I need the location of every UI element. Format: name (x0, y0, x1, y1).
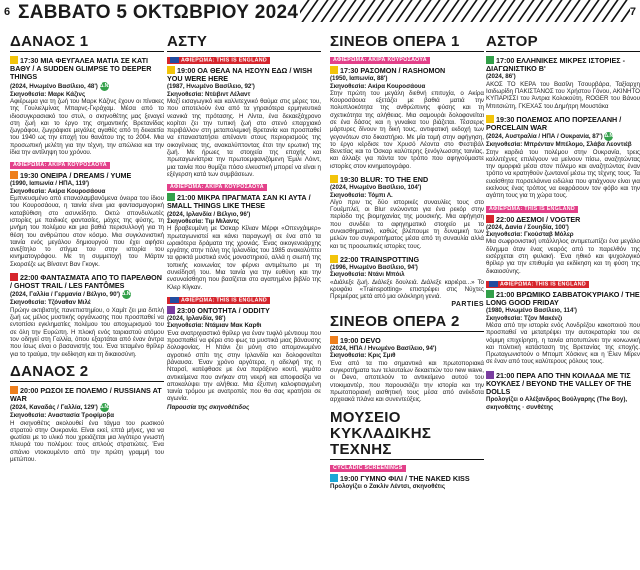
uk-flag-icon (170, 297, 179, 303)
premiere-badge: Δ.Ν. (604, 133, 615, 140)
page-number-right: 7 (629, 6, 636, 18)
tribute-tag: ΑΦΙΕΡΩΜΑ: ΑΚΙΡΑ ΚΟΥΡΟΣΑΟΥΑ (167, 184, 267, 191)
director: Ακίρα Κουροσάουα (47, 187, 106, 195)
director: Κρις Σμιθ (368, 352, 396, 360)
director: Ντέιβιντ Λέλαντ (205, 90, 251, 98)
film-description: «Διάλεξε ζωή. Διάλεξε δουλειά. Διάλεξε καριέρα...» Το κρυφάκι «Trainspotting» επιστρέφει στις Νύχτες Πρεμιέρας μετά από μια ολόκληρη γενιά. (330, 278, 484, 301)
film-description: Πρώην ακτιβιστής πανεπιστημίου, ο Χαμίτ ζει μια διπλή ζωή ως μέλος μυστικής οργάνωσης που προσπαθεί να εντοπίσει εγκληματίες πολέμου του αποχωρισμού του σε όλη την Ευρώπη. Η πλοκή ενός ταιριαστού ατόμου τον οδηγεί στη Γαλλία, όπου εξαρτάται από έναν άντρα που ίσως είναι ο βασανιστής του. Ένα τεταμένο θρίλερ για το τραύμα, την εκδίκηση και τη δικαιοσύνη. (10, 306, 164, 358)
section-square-icon (10, 56, 18, 64)
film-entry[interactable]: ΑΦΙΕΡΩΜΑ: THIS IS ENGLAND 23:00 ΟΝΤΟΤΗΤΑ / ODDITY (2024, Ιρλανδία, 98') Σκηνοθεσία: Ντάμιαν Μακ Καρθι Ένα ανατριχιαστικό θρίλερ για έναν τυφλό μέντιουμ που προσπαθεί να φέρει στο φως τα μυστικά μιας βάναυσης δολοφονίας. Η Ντάνι ζει μόνη στο απομονωμένο αγροτικό σπίτι της στην Ιρλανδία και δολοφονείται βάναυσα. Έναν χρόνο αργότερα, η αδελφή της η Νταρσί, κατέφθασε με ένα παράξενο κουτί, γεμάτο αντικείμενα που ανήκαν στη νεκρή και αποφασίζει να αποκαλύψει την αλήθεια. Μια έξυπνη καλοφτιαγμένη ταινία τρόμου με ανατροπές που θα σας κρατήσει σε αγωνία. Παρουσία της σκηνοθέτιδος (167, 296, 321, 411)
decorative-stripes (300, 0, 630, 24)
tribute-tag: ΑΦΙΕΡΩΜΑ: THIS IS ENGLAND (181, 57, 267, 63)
tribute-tag: ΑΦΙΕΡΩΜΑ: THIS IS ENGLAND (181, 296, 267, 303)
column-danaos (10, 34, 164, 564)
section-square-icon (486, 56, 494, 64)
film-entry[interactable]: ΑΦΙΕΡΩΜΑ: ΑΚΙΡΑ ΚΟΥΡΟΣΑΟΥΑ 19:30 ΟΝΕΙΡΑ / DREAMS / ΥUME (1990, Ιαπωνία / ΗΠΑ, 119') Σκηνοθεσία: Ακίρα Κουροσάουα Εμπνευσμένο από επαναλαμβανόμενα όνειρα του ίδιου του Κουροσάουα, η ταινία είναι μια φαντασμαγορική καταβύθιση στο ασυνείδητο. Οκτώ σπονδυλωτές ιστορίες με παιδικές φαντασίες, μάχες της φύσης, τη μνήμη του πολέμου και μια βαθιά περισυλλογή για τη θέση του ανθρώπου στον κόσμο. Μια συγκλονιστική ταινία ενός μεγάλου δημιουργού που έχει αφήσει ανεξίτηλο το στίγμα του στην ιστορία του κινηματογράφου. Με τη συμμετοχή του Μάρτιν Σκορσέζε ως Βίνσεντ Βαν Γκογκ. (10, 162, 164, 268)
venue-heading: ΣΙΝΕΟΒ ΟΠΕΡΑ 1 (330, 34, 484, 52)
film-title[interactable]: ΟΑ ΘΕΛΑ ΝΑ ΗΣΟΥΝ ΕΔΩ / WISH YOU WERE HERE (167, 66, 313, 84)
film-entry[interactable]: ΑΦΙΕΡΩΜΑ: ΑΚΙΡΑ ΚΟΥΡΟΣΑΟΥΑ 21:00 ΜΙΚΡΑ ΠΡΑΓΜΑΤΑ ΣΑΝ ΚΙ ΑΥΤΑ / SMALL THINGS LIKE THESE (2024, Ιρλανδία / Βέλγιο, 96') Σκηνοθεσία: Τιμ Μιλαντς Η βραβευμένη με Όσκαρ Κίλιαν Μέρφι «Οπενχάιμερ» πρωταγωνιστεί και κάνει παραγωγή σε ένα από τα ωραιότερα δράματα της χρονιάς. Ένας οικογενειάρχης εργάτης στην πόλη της Ιρλανδίας του 1985 ανακαλύπτει τα φρικτά μυστικά ενός μοναστηριού, αλλά η σιωπή της τοπικής κοινωνίας τον φέρνει αντιμέτωπο με τη συνείδησή του. Μια ταινία για την ευθύνη και την ενσυναίσθηση που βασίζεται στο αγαπημένο βιβλίο της Κλερ Κίγκαν. (167, 184, 321, 291)
director: Αναστασία Τροφίμοβα (47, 412, 115, 420)
film-title[interactable]: ΕΛΛΗΝΙΚΕΣ ΜΙΚΡΕΣ ΙΣΤΟΡΙΕΣ - ΔΙΑΓΩΝΙΣΤΙΚΟ Β' (486, 56, 625, 74)
film-description: Η βραβευμένη με Όσκαρ Κίλιαν Μέρφι «Οπενχάιμερ» πρωταγωνιστεί και κάνει παραγωγή σε ένα από τα ωραιότερα δράματα της χρονιάς. Ένας οικογενειάρχης εργάτης στην πόλη της Ιρλανδίας του 1985 ανακαλύπτει τα φρικτά μυστικά ενός μοναστηριού, αλλά η σιωπή της τοπικής κοινωνίας τον φέρνει αντιμέτωπο με τη συνείδησή του. Μια ταινία για την ευθύνη και την ενσυναίσθηση που βασίζεται στο αγαπημένο βιβλίο της Κλερ Κίγκαν. (167, 225, 321, 291)
director: Τζον Μακένζι (524, 314, 563, 322)
film-title[interactable]: ΟΝΤΟΤΗΤΑ / ODDITY (197, 305, 270, 315)
film-title[interactable]: ΡΩΣΟΙ ΣΕ ΠΟΛΕΜΟ / RUSSIANS AT WAR (10, 385, 162, 404)
director: Ακίρα Κουροσάουα (367, 82, 426, 90)
page-header (0, 0, 640, 26)
column-cineplex-opera (330, 34, 484, 564)
film-entry[interactable]: 20:00 ΡΩΣΟΙ ΣΕ ΠΟΛΕΜΟ / RUSSIANS AT WAR (2024, Καναδάς / Γαλλία, 129') Δ.Ν. Σκηνοθεσία: Αναστασία Τροφίμοβα Η σκηνοθέτις ακολουθεί ένα τάγμα του ρωσικού στρατού στην Ουκρανία. Είναι εκεί, επτά μήνες, για να φωτίσει με το υλικό που χρειάζεται μια λιγότερο γνωστή πλευρά του πολέμου: τους απλούς στρατιώτες. Ένα σπάνιο ντοκουμέντο από την πρώτη γραμμή του μετώπου. (10, 385, 164, 464)
film-entry[interactable]: 21:00 ΠΕΡΑ ΑΠΟ ΤΗΝ ΚΟΙΛΑΔΑ ΜΕ ΤΙΣ ΚΟΥΚΛΕΣ / BEYOND THE VALLEY OF THE DOLLS Προλογίζει ο Αλέξανδρος Βούλγαρης (The Boy), σκηνοθέτης · συνθέτης (486, 370, 632, 411)
director: Ντάμιαν Μακ Καρθι (205, 322, 262, 330)
film-entry[interactable]: 22:00 ΦΑΝΤΑΣΜΑΤΑ ΑΠΟ ΤΟ ΠΑΡΕΛΘΟΝ / GHOST TRAIL / LES FANTÔMES (2024, Γαλλία / Γερμανία / Βέλγιο, 90') Δ.Ν. Σκηνοθεσία: Τζόναθαν Μιλέ Πρώην ακτιβιστής πανεπιστημίου, ο Χαμίτ ζει μια διπλή ζωή ως μέλος μυστικής οργάνωσης που προσπαθεί να εντοπίσει εγκληματίες πολέμου του αποχωρισμού του σε όλη την Ευρώπη. Η πλοκή ενός ταιριαστού ατόμου τον οδηγεί στη Γαλλία, όπου εξαρτάται από έναν άντρα που ίσως είναι ο βασανιστής του. Ένα τεταμένο θρίλερ για το τραύμα, την εκδίκηση και τη δικαιοσύνη. (10, 273, 164, 358)
parties-logo: PARTIES (451, 300, 484, 308)
section-square-icon (330, 66, 338, 74)
uk-flag-icon (170, 57, 179, 63)
film-title[interactable]: BLUR: TO THE END (360, 175, 429, 185)
film-title[interactable]: DEVO (360, 335, 381, 345)
section-square-icon (10, 273, 18, 281)
film-entry[interactable]: 19:30 BLUR: TO THE END (2024, Ηνωμένο Βασίλειο, 104') Σκηνοθεσία: Τόμπι Λ. Λίγο πριν τις δύο ιστορικές συναυλίες τους στο Γουέμπλεϊ, οι Blur ενώνονται για ένα ρεκόρ στην περίοδο της βιομηχανίας της μουσικής. Μια αφήγηση που συνδέει το αφηγηματικό στοιχείο με το συναισθηματικό, καθώς βλέπουμε τη δυναμική των μελών του συγκροτήματος μέσα από τη συναυλία αλλά και τις προσωπικές ιστορίες τους. (330, 175, 484, 250)
section-square-icon (10, 386, 18, 394)
film-entry[interactable]: 22:00 TRAINSPOTTING (1996, Ηνωμένο Βασίλειο, 94') Σκηνοθεσία: Ντάνι Μπόιλ «Διάλεξε ζωή. Διάλεξε δουλειά. Διάλεξε καριέρα...» Το κρυφάκι «Trainspotting» επιστρέφει στις Νύχτες Πρεμιέρας μετά από μια ολόκληρη γενιά. PARTIES (330, 254, 484, 308)
tribute-tag: ΑΦΙΕΡΩΜΑ: ΑΚΙΡΑ ΚΟΥΡΟΣΑΟΥΑ (330, 57, 430, 64)
film-description: ΑΚΟΣ ΤΟ ΚΕΡΑ του Βασίλη Τσουρβάρα, Ταξίαρχη Ισιδωρίδη ΠΑΚΙΣΤΑΝΟΣ του Χρήστου Γόνου, ΑΚΙΝΗΤΟ ΚΥΠΑΡΙΣΣΙ του Άντρια Κολοκούτη, ROGER του Βάνου Μπιτσιώτη, ΓΚΕΧΑΣ του Δημήτρη Μουστάκα (486, 80, 640, 110)
film-description: Μια σωφρονιστική υπάλληλος αντιμετωπίζει ένα μεγάλο δίλημμα όταν ένας νεαρός από το παρελθόν της εισέρχεται στη φυλακή. Ένα ηθικό και ψυχολογικό θρίλερ για την επιθυμία για εκδίκηση και τη φύση της δικαιοσύνης. (486, 238, 640, 275)
film-description: Η σκηνοθέτις ακολουθεί ένα τάγμα του ρωσικού στρατού στην Ουκρανία. Είναι εκεί, επτά μήνες, για να φωτίσει με το υλικό που χρειάζεται μια λιγότερο γνωστή πλευρά του πολέμου: τους απλούς στρατιώτες. Ένα σπάνιο ντοκουμέντο από την πρώτη γραμμή του μετώπου. (10, 419, 164, 464)
tribute-tag: ΑΦΙΕΡΩΜΑ: ΑΚΙΡΑ ΚΟΥΡΟΣΑΟΥΑ (10, 162, 110, 169)
section-square-icon (486, 290, 494, 298)
film-title[interactable]: TRAINSPOTTING (360, 254, 420, 264)
film-title[interactable]: ΟΝΕΙΡΑ / DREAMS / ΥUME (40, 171, 132, 181)
film-title[interactable]: ΔΕΣΜΟΙ / VOGTER (516, 214, 581, 224)
film-description: Αφιέρωμα για τη ζωή του Μαρκ Κάζινς έχουν οι πίνακες της Γουλιελμίνας Μπαρνς-Γκράχαμ. Μέσα από το ιδιοσυγκρασιακό του στυλ, ο σκηνοθέτης μας ξεναγεί στη ζωή και το έργο της σημαντικής Βρετανίδας ζωγράφου, ζωγράφισε μεγάλες αγαθές από τη δεκαετία του 1940 ως την εποχή του θανάτου της το 2004. Μια προσωπική μελέτη για την τέχνη, την απώλεια και την ίδια την αντίληψη του χρόνου. (10, 97, 164, 156)
film-title[interactable]: ΒΡΩΜΙΚΟ ΣΑΒΒΑΤΟΚΥΡΙΑΚΟ / THE LONG GOOD FRIDAY (486, 289, 640, 308)
section-square-icon (486, 215, 494, 223)
section-square-icon (486, 371, 494, 379)
uk-flag-icon (489, 281, 498, 287)
film-title[interactable]: ΡΑΣΟΜΟΝ / RASHOMON (360, 66, 446, 75)
section-square-icon (167, 66, 175, 74)
section-square-icon (330, 175, 338, 183)
film-description: Λίγο πριν τις δύο ιστορικές συναυλίες τους στο Γουέμπλεϊ, οι Blur ενώνονται για ένα ρεκόρ στην περίοδο της βιομηχανίας της μουσικής. Μια αφήγηση που συνδέει το αφηγηματικό στοιχείο με το συναισθηματικό, καθώς βλέπουμε τη δυναμική των μελών του συγκροτήματος μέσα από τη συναυλία αλλά και τις προσωπικές ιστορίες τους. (330, 198, 484, 250)
director-present-note: Παρουσία της σκηνοθέτιδος (167, 403, 250, 411)
film-entry[interactable]: ΑΦΙΕΡΩΜΑ: THIS IS ENGLAND 19:00 ΟΑ ΘΕΛΑ ΝΑ ΗΣΟΥΝ ΕΔΩ / WISH YOU WERE HERE (1987, Ηνωμένο Βασίλειο, 92') Σκηνοθεσία: Ντέιβιντ Λέλαντ Μαζί εισαγωγικό και καλλιτεχνικό θαύμα στις μέρες του, που αποτελούν ένα από τα γηραιότερα ερμηνευτικά νεανικά της πρότασης. Η Λίντα, ένα δεκαεξάχρονο κορίτσι ζει την τυπική ζωή στο στενό επαρχιακό περιβάλλον στη μεταπολεμική Βρετανία και προσπαθεί να επαναστατήσει απέναντι στους περιορισμούς της οικογένειας της, ανακαλύπτοντας έτσι την ερωτική της ζωή. Με ήρωες τα στοιχεία της εποχής και πρωταγωνίστρια την πρωτοεμφανιζόμενη Έμιλι Λόιντ, μια ταινία που θυμίζει πόσο ελκυστική μπορεί να είναι η εξέγερση κατά των συμβάσεων. (167, 57, 321, 178)
column-astor (486, 34, 640, 564)
film-description: Μαζί εισαγωγικό και καλλιτεχνικό θαύμα στις μέρες του, που αποτελούν ένα από τα γηραιότερα ερμηνευτικά νεανικά της πρότασης. Η Λίντα, ένα δεκαεξάχρονο κορίτσι ζει την τυπική ζωή στο στενό επαρχιακό περιβάλλον στη μεταπολεμική Βρετανία και προσπαθεί να επαναστατήσει απέναντι στους περιορισμούς της οικογένειας της, ανακαλύπτοντας έτσι την ερωτική της ζωή. Με ήρωες τα στοιχεία της εποχής και πρωταγωνίστρια την πρωτοεμφανιζόμενη Έμιλι Λόιντ, μια ταινία που θυμίζει πόσο ελκυστική μπορεί να είναι η εξέγερση κατά των συμβάσεων. (167, 98, 321, 178)
film-description: Στην καρδιά του πολέμου στην Ουκρανία, τρεις καλλιτέχνες επιλέγουν να μείνουν πίσω, αναζητώντας την ομορφιά μέσα στον πόλεμο και αναζητώντας έναν τρόπο να κρατηθούν ζωντανοί μέσω της τέχνης τους. Τα ευαίσθητα πορσελάνινα ειδώλια που φτιάχνουν είναι για εκείνους ένας τρόπος να εκφράσουν τον φόβο και την αγάπη τους για τη χώρα τους. (486, 148, 640, 200)
director: Τόμπι Λ. (368, 191, 393, 199)
film-entry[interactable]: ΑΦΙΕΡΩΜΑ: THIS IS ENGLAND 22:00 ΔΕΣΜΟΙ / VOGTER (2024, Δανία / Σουηδία, 100') Σκηνοθεσία: Γκούσταβ Μόλερ Μια σωφρονιστική υπάλληλος αντιμετωπίζει ένα μεγάλο δίλημμα όταν ένας νεαρός από το παρελθόν της εισέρχεται στη φυλακή. Ένα ηθικό και ψυχολογικό θρίλερ για την επιθυμία για εκδίκηση και τη φύση της δικαιοσύνης. (486, 205, 640, 275)
film-title[interactable]: ΠΕΡΑ ΑΠΟ ΤΗΝ ΚΟΙΛΑΔΑ ΜΕ ΤΙΣ ΚΟΥΚΛΕΣ / BEYOND THE VALLEY OF THE DOLLS (486, 370, 632, 397)
venue-heading: ΑΣΤΟΡ (486, 34, 640, 52)
film-entry[interactable]: 17:00 ΕΛΛΗΝΙΚΕΣ ΜΙΚΡΕΣ ΙΣΤΟΡΙΕΣ - ΔΙΑΓΩΝΙΣΤΙΚΟ Β' (2024, 86') ΑΚΟΣ ΤΟ ΚΕΡΑ του Βασίλη Τσουρβάρα, Ταξίαρχη Ισιδωρίδη ΠΑΚΙΣΤΑΝΟΣ του Χρήστου Γόνου, ΑΚΙΝΗΤΟ ΚΥΠΑΡΙΣΣΙ του Άντρια Κολοκούτη, ROGER του Βάνου Μπιτσιώτη, ΓΚΕΧΑΣ του Δημήτρη Μουστάκα (486, 56, 640, 110)
director: Μπρένταν Μπέλομο, Σλάβα Λεοντιέβ (524, 141, 632, 149)
section-square-icon (486, 115, 494, 123)
director: Ντάνι Μπόιλ (368, 271, 405, 279)
column-asty (167, 34, 321, 564)
page-number-left: 6 (4, 6, 11, 18)
venue-heading: ΑΣΤΥ (167, 34, 321, 52)
page-title: ΣΑΒΒΑΤΟ 5 ΟΚΤΩΒΡΙΟΥ 2024 (18, 2, 299, 23)
venue-heading: ΣΙΝΕΟΒ ΟΠΕΡΑ 2 (330, 314, 484, 332)
film-entry[interactable]: 17:30 ΜΙΑ ΦΕΥΓΑΛΕΑ ΜΑΤΙΑ ΣΕ ΚΑΤΙ ΒΑΘΥ / A SUDDEN GLIMPSE TO DEEPER THINGS (2024, Ηνωμένο Βασίλειο, 48') Δ.Ν. Σκηνοθεσία: Μαρκ Κάζινς Αφιέρωμα για τη ζωή του Μαρκ Κάζινς έχουν οι πίνακες της Γουλιελμίνας Μπαρνς-Γκράχαμ. Μέσα από το ιδιοσυγκρασιακό του στυλ, ο σκηνοθέτης μας ξεναγεί στη ζωή και το έργο της σημαντικής Βρετανίδας ζωγράφου, ζωγράφισε μεγάλες αγαθές από τη δεκαετία του 1940 ως την εποχή του θανάτου της το 2004. Μια προσωπική μελέτη για την τέχνη, την απώλεια και την ίδια την αντίληψη του χρόνου. (10, 56, 164, 156)
section-square-icon (10, 171, 18, 179)
section-square-icon (330, 336, 338, 344)
film-description: Στην πρώτη του μεγάλη διεθνή επιτυχία, ο Ακίρα Κουροσάουα εξετάζει με βαθιά ματιά την πολυπλοκότητα της ανθρώπινης φύσης και τη σχετικότητα της αλήθειας. Μια σαμουράι δολοφονείται σε ένα δάσος και η γυναίκα του βιάζεται. Τέσσερις μάρτυρες δίνουν τη δική τους, αντιφατική εκδοχή των γεγονότων στο δικαστήριο. Με μία τομή στην αφήγηση, το έργο κέρδισε τον Χρυσό Λέοντα στο Φεστιβάλ Βενετίας και το Όσκαρ καλύτερης ξενόγλωσσης ταινίας, και άλλαξε για πάντα τον τρόπο που αφηγούμαστε ιστορίες στον κινηματογράφο. (330, 89, 484, 170)
director: Τιμ Μιλαντς (205, 217, 240, 225)
film-entry[interactable]: CYCLADIC SCREENINGS 19:00 ΓΥΜΝΟ ΦΙΛΙ / THE NAKED KISS Προλογίζει ο Ζακλίν Λέντσι, σκηνοθέτις (330, 464, 470, 490)
venue-heading: ΔΑΝΑΟΣ 1 (10, 34, 164, 52)
film-entry[interactable]: ΑΦΙΕΡΩΜΑ: THIS IS ENGLAND 21:00 ΒΡΩΜΙΚΟ ΣΑΒΒΑΤΟΚΥΡΙΑΚΟ / THE LONG GOOD FRIDAY (1980, Ηνωμένο Βασίλειο, 114') Σκηνοθεσία: Τζον Μακένζι Μέσα από την ιστορία ενός Λονδρέζου κακοποιού που προσπαθεί να μετατρέψει την αυτοκρατορία του σε νόμιμη επιχείρηση, η ταινία αποτυπώνει την κοινωνική και πολιτική κατάσταση της Βρετανίας της εποχής. Πρωταγωνιστούν ο Μπομπ Χόσκινς και η Έλεν Μίρεν σε έναν από τους καλύτερους ρόλους τους. (486, 280, 640, 366)
director: Τζόναθαν Μιλέ (48, 299, 91, 307)
cycladic-tag: CYCLADIC SCREENINGS (330, 465, 406, 472)
film-entry[interactable]: 19:00 DEVO (2024, ΗΠΑ / Ηνωμένο Βασίλειο, 94') Σκηνοθεσία: Κρις Σμιθ Ένα από τα πιο σημαντικά και πρωτοποριακά συγκροτήματα των τελευταίων δεκαετιών του new wave, οι Devo, αποτελούν το αντικείμενο αυτού του ντοκιμαντέρ, που παρουσιάζει την ιστορία και την πρωτοποριακή αισθητική τους μέσα από ανέκδοτα αρχειακά πλάνα και συνεντεύξεις. (330, 335, 484, 404)
director: Γκούσταβ Μόλερ (524, 231, 574, 239)
film-title[interactable]: ΠΟΛΕΜΟΣ ΑΠΟ ΠΟΡΣΕΛΑΝΗ / PORCELAIN WAR (486, 114, 622, 133)
film-description: Εμπνευσμένο από επαναλαμβανόμενα όνειρα του ίδιου του Κουροσάουα, η ταινία είναι μια φαντασμαγορική καταβύθιση στο ασυνείδητο. Οκτώ σπονδυλωτές ιστορίες με παιδικές φαντασίες, μάχες της φύσης, τη μνήμη του πολέμου και μια βαθιά περισυλλογή για τη θέση του ανθρώπου στον κόσμο. Μια συγκλονιστική ταινία ενός μεγάλου δημιουργού που έχει αφήσει ανεξίτηλο το στίγμα του στην ιστορία του κινηματογράφου. Με τη συμμετοχή του Μάρτιν Σκορσέζε ως Βίνσεντ Βαν Γκογκ. (10, 195, 164, 268)
premiere-badge: Δ.Ν. (99, 404, 110, 411)
tribute-tag: ΑΦΙΕΡΩΜΑ: THIS IS ENGLAND (486, 206, 578, 213)
film-entry[interactable]: ΑΦΙΕΡΩΜΑ: ΑΚΙΡΑ ΚΟΥΡΟΣΑΟΥΑ 17:30 ΡΑΣΟΜΟΝ / RASHOMON (1950, Ιαπωνία, 88') Σκηνοθεσία: Ακίρα Κουροσάουα Στην πρώτη του μεγάλη διεθνή επιτυχία, ο Ακίρα Κουροσάουα εξετάζει με βαθιά ματιά την πολυπλοκότητα της ανθρώπινης φύσης και τη σχετικότητα της αλήθειας. Μια σαμουράι δολοφονείται σε ένα δάσος και η γυναίκα του βιάζεται. Τέσσερις μάρτυρες δίνουν τη δική τους, αντιφατική εκδοχή των γεγονότων στο δικαστήριο. Με μία τομή στην αφήγηση, το έργο κέρδισε τον Χρυσό Λέοντα στο Φεστιβάλ Βενετίας και το Όσκαρ καλύτερης ξενόγλωσσης ταινίας, και άλλαξε για πάντα τον τρόπο που αφηγούμαστε ιστορίες στον κινηματογράφο. (330, 57, 484, 170)
film-title[interactable]: ΦΑΝΤΑΣΜΑΤΑ ΑΠΟ ΤΟ ΠΑΡΕΛΘΟΝ / GHOST TRAIL / LES FANTÔMES (10, 273, 162, 291)
director: Μαρκ Κάζινς (48, 90, 86, 98)
venue-heading: ΜΟΥΣΕΙΟ ΚΥΚΛΑΔΙΚΗΣ ΤΕΧΝΗΣ (330, 410, 484, 460)
tribute-tag: ΑΦΙΕΡΩΜΑ: THIS IS ENGLAND (500, 280, 586, 287)
section-square-icon (167, 193, 175, 201)
film-title[interactable]: ΜΙΚΡΑ ΠΡΑΓΜΑΤΑ ΣΑΝ ΚΙ ΑΥΤΑ / SMALL THINGS LIKE THESE (167, 193, 311, 211)
film-entry[interactable]: 19:30 ΠΟΛΕΜΟΣ ΑΠΟ ΠΟΡΣΕΛΑΝΗ / PORCELAIN WAR (2024, Αυστραλία / ΗΠΑ / Ουκρανία, 87') Δ.Ν. Σκηνοθεσία: Μπρένταν Μπέλομο, Σλάβα Λεοντιέβ Στην καρδιά του πολέμου στην Ουκρανία, τρεις καλλιτέχνες επιλέγουν να μείνουν πίσω, αναζητώντας την ομορφιά μέσα στον πόλεμο και αναζητώντας έναν τρόπο να κρατηθούν ζωντανοί μέσω της τέχνης τους. Τα ευαίσθητα πορσελάνινα ειδώλια που φτιάχνουν είναι για εκείνους ένας τρόπος να εκφράσουν τον φόβο και την αγάπη τους για τη χώρα τους. (486, 114, 640, 200)
film-title[interactable]: ΜΙΑ ΦΕΥΓΑΛΕΑ ΜΑΤΙΑ ΣΕ ΚΑΤΙ ΒΑΘΥ / A SUDDEN GLIMPSE TO DEEPER THINGS (10, 56, 152, 82)
section-square-icon (330, 255, 338, 263)
film-description: Ένα ανατριχιαστικό θρίλερ για έναν τυφλό μέντιουμ που προσπαθεί να φέρει στο φως τα μυστικά μιας βάναυσης δολοφονίας. Η Ντάνι ζει μόνη στο απομονωμένο αγροτικό σπίτι της στην Ιρλανδία και δολοφονείται βάναυσα. Έναν χρόνο αργότερα, η αδελφή της η Νταρσί, κατέφθασε με ένα παράξενο κουτί, γεμάτο αντικείμενα που ανήκαν στη νεκρή και αποφασίζει να αποκαλύψει την αλήθεια. Μια έξυπνη καλοφτιαγμένη ταινία τρόμου με ανατροπές που θα σας κρατήσει σε αγωνία. (167, 329, 321, 403)
film-description: Μέσα από την ιστορία ενός Λονδρέζου κακοποιού που προσπαθεί να μετατρέψει την αυτοκρατορία του σε νόμιμη επιχείρηση, η ταινία αποτυπώνει την κοινωνική και πολιτική κατάσταση της Βρετανίας της εποχής. Πρωταγωνιστούν ο Μπομπ Χόσκινς και η Έλεν Μίρεν σε έναν από τους καλύτερους ρόλους τους. (486, 321, 640, 366)
section-square-icon (330, 474, 338, 482)
premiere-badge: Δ.Ν. (121, 291, 132, 298)
section-square-icon (167, 306, 175, 314)
film-title[interactable]: ΓΥΜΝΟ ΦΙΛΙ / THE NAKED KISS (360, 473, 470, 483)
venue-heading: ΔΑΝΑΟΣ 2 (10, 364, 164, 382)
premiere-badge: Δ.Ν. (99, 82, 110, 89)
film-description: Ένα από τα πιο σημαντικά και πρωτοποριακά συγκροτήματα των τελευταίων δεκαετιών του new wave, οι Devo, αποτελούν το αντικείμενο αυτού του ντοκιμαντέρ, που παρουσιάζει την ιστορία και την πρωτοποριακή αισθητική τους μέσα από ανέκδοτα αρχειακά πλάνα και συνεντεύξεις. (330, 359, 484, 404)
